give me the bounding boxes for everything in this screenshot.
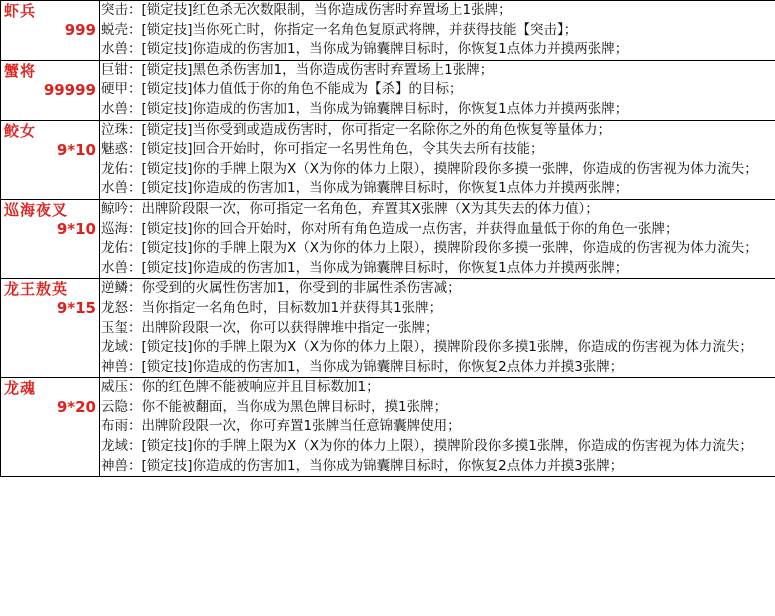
skill-list-cell <box>100 279 775 378</box>
skill-text: 水兽：[锁定技]你造成的伤害加1，当你成为锦囊牌目标时，你恢复1点体力并摸两张牌； <box>101 100 629 117</box>
character-name: 龙魂 <box>4 379 37 398</box>
skill-text: 魅惑：[锁定技]回合开始时，你可指定一名男性角色，令其失去所有技能； <box>101 141 544 158</box>
skill-text: 威压：你的红色牌不能被响应并且目标数加1； <box>101 379 380 396</box>
character-row <box>1 279 775 378</box>
character-name: 巡海夜叉 <box>4 200 69 219</box>
skill-text: 龙域：[锁定技]你的手牌上限为X（X为你的体力上限），摸牌阶段你多摸1张牌，你造成的伤害视为体力流失； <box>101 438 753 455</box>
skill-text: 龙怒：当你指定一名角色时，目标数加1并获得其1张牌； <box>101 299 443 316</box>
skill-text: 龙域：[锁定技]你的手牌上限为X（X为你的体力上限），摸牌阶段你多摸1张牌，你造成的伤害视为体力流失； <box>101 339 753 356</box>
character-name: 龙王敖英 <box>4 280 69 299</box>
skill-text: 布雨：出牌阶段限一次，你可弃置1张牌当任意锦囊牌使用； <box>101 418 461 435</box>
character-name-cell <box>1 60 100 120</box>
skill-text: 神兽：[锁定技]你造成的伤害加1，当你成为锦囊牌目标时，你恢复2点体力并摸3张牌； <box>101 457 624 474</box>
skill-text: 神兽：[锁定技]你造成的伤害加1，当你成为锦囊牌目标时，你恢复2点体力并摸3张牌； <box>101 358 624 375</box>
character-rows <box>1 1 775 477</box>
character-hp: 9*10 <box>56 219 96 238</box>
character-row <box>1 60 775 120</box>
character-name: 鲛女 <box>4 121 37 140</box>
character-name: 蟹将 <box>4 61 37 80</box>
character-name-cell <box>1 1 100 61</box>
skill-text: 水兽：[锁定技]你造成的伤害加1，当你成为锦囊牌目标时，你恢复1点体力并摸两张牌； <box>101 41 629 58</box>
skill-list-cell <box>100 60 775 120</box>
character-row <box>1 120 775 199</box>
character-hp: 99999 <box>43 80 96 99</box>
character-row <box>1 199 775 278</box>
skill-text: 硬甲：[锁定技]体力值低于你的角色不能成为【杀】的目标； <box>101 81 463 98</box>
skill-text: 云隐：你不能被翻面，当你成为黑色牌目标时，摸1张牌； <box>101 398 448 415</box>
skill-list-cell <box>100 120 775 199</box>
character-name-cell <box>1 199 100 278</box>
skill-text: 水兽：[锁定技]你造成的伤害加1，当你成为锦囊牌目标时，你恢复1点体力并摸两张牌； <box>101 180 629 197</box>
character-hp: 9*10 <box>56 140 96 159</box>
character-hp: 9*15 <box>56 299 96 318</box>
skill-list-cell <box>100 378 775 477</box>
skill-text: 鲸吟：出牌阶段限一次，你可指定一名角色，弃置其X张牌（X为其失去的体力值）； <box>101 200 599 217</box>
character-name-cell <box>1 279 100 378</box>
character-hp: 9*20 <box>56 398 96 417</box>
skill-text: 泣珠：[锁定技]当你受到或造成伤害时，你可指定一名除你之外的角色恢复等量体力； <box>101 121 612 138</box>
character-row <box>1 378 775 477</box>
skill-text: 巡海：[锁定技]你的回合开始时，你对所有角色造成一点伤害，并获得血量低于你的角色一张牌； <box>101 220 679 237</box>
character-name-cell <box>1 120 100 199</box>
character-name: 虾兵 <box>4 2 37 20</box>
skill-text: 水兽：[锁定技]你造成的伤害加1，当你成为锦囊牌目标时，你恢复1点体力并摸两张牌； <box>101 259 629 276</box>
skill-text: 玉玺：出牌阶段限一次，你可以获得牌堆中指定一张牌； <box>101 319 439 336</box>
character-row <box>1 1 775 61</box>
skill-text: 突击：[锁定技]红色杀无次数限制，当你造成伤害时弃置场上1张牌； <box>101 2 512 18</box>
skill-list-cell <box>100 199 775 278</box>
skill-list-cell <box>100 1 775 61</box>
character-hp: 999 <box>64 21 96 39</box>
skill-text: 逆鳞：你受到的火属性伤害加1，你受到的非属性杀伤害减； <box>101 280 461 297</box>
character-name-cell <box>1 378 100 477</box>
skill-text: 龙佑：[锁定技]你的手牌上限为X（X为你的体力上限），摸牌阶段你多摸一张牌，你造成的伤害视为体力流失； <box>101 240 758 257</box>
skill-text: 龙佑：[锁定技]你的手牌上限为X（X为你的体力上限），摸牌阶段你多摸一张牌，你造成的伤害视为体力流失； <box>101 160 758 177</box>
skill-text: 巨钳：[锁定技]黑色杀伤害加1，当你造成伤害时弃置场上1张牌； <box>101 61 494 78</box>
skill-text: 蜕壳：[锁定技]当你死亡时，你指定一名角色复原武将牌，并获得技能【突击】； <box>101 21 578 38</box>
